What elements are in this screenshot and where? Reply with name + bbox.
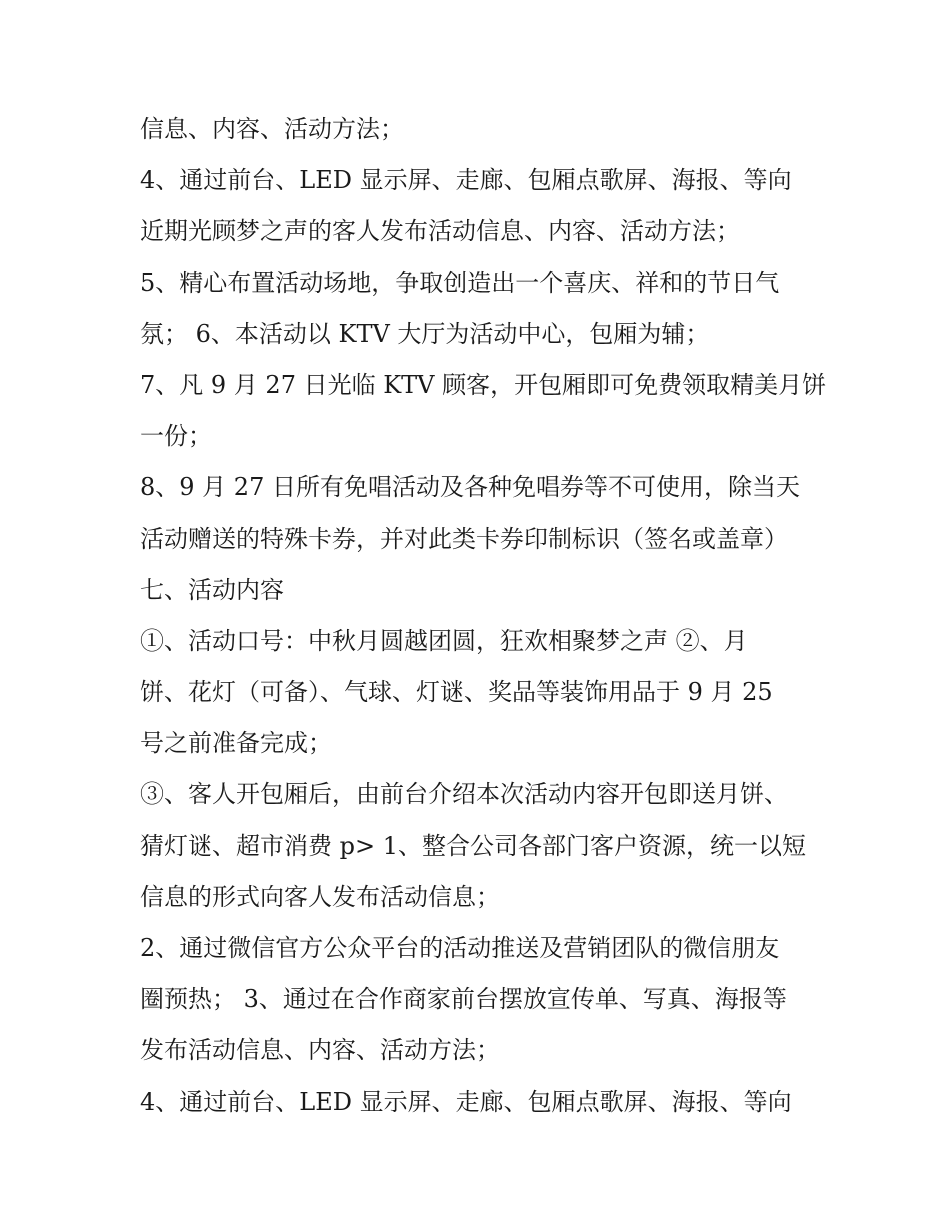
text-line: 2、通过微信官方公众平台的活动推送及营销团队的微信朋友 xyxy=(140,934,780,962)
text-line: 饼、花灯（可备）、气球、灯谜、奖品等装饰用品于 9 月 25 xyxy=(140,678,773,707)
text-line: 信息的形式向客人发布活动信息； xyxy=(140,882,500,911)
text-line: 猜灯谜、超市消费 p> 1、整合公司各部门客户资源，统一以短 xyxy=(140,831,806,860)
text-line: 氛； 6、本活动以 KTV 大厅为活动中心，包厢为辅； xyxy=(140,319,710,348)
section-heading: 七、活动内容 xyxy=(140,575,284,604)
text-line: 5、精心布置活动场地，争取创造出一个喜庆、祥和的节日气 xyxy=(140,268,780,297)
text-line: 7、凡 9 月 27 日光临 KTV 顾客，开包厢即可免费领取精美月饼 xyxy=(140,370,827,399)
text-line: 发布活动信息、内容、活动方法； xyxy=(140,1036,500,1065)
text-line: 信息、内容、活动方法； xyxy=(140,115,404,143)
text-line: 4、通过前台、LED 显示屏、走廊、包厢点歌屏、海报、等向 xyxy=(140,1087,792,1116)
text-line: 8、9 月 27 日所有免唱活动及各种免唱券等不可使用，除当天 xyxy=(140,473,800,502)
text-line: 一份； xyxy=(140,422,212,451)
text-line: 近期光顾梦之声的客人发布活动信息、内容、活动方法； xyxy=(140,217,740,246)
text-line: 活动赠送的特殊卡券，并对此类卡券印制标识（签名或盖章） xyxy=(140,524,788,553)
text-line: ①、活动口号：中秋月圆越团圆，狂欢相聚梦之声 ②、月 xyxy=(140,626,748,655)
text-line: ③、客人开包厢后，由前台介绍本次活动内容开包即送月饼、 xyxy=(140,780,788,809)
text-line: 4、通过前台、LED 显示屏、走廊、包厢点歌屏、海报、等向 xyxy=(140,166,792,195)
document-body xyxy=(140,104,827,1128)
text-line: 号之前准备完成； xyxy=(140,729,332,758)
text-line: 圈预热； 3、通过在合作商家前台摆放宣传单、写真、海报等 xyxy=(140,985,787,1014)
